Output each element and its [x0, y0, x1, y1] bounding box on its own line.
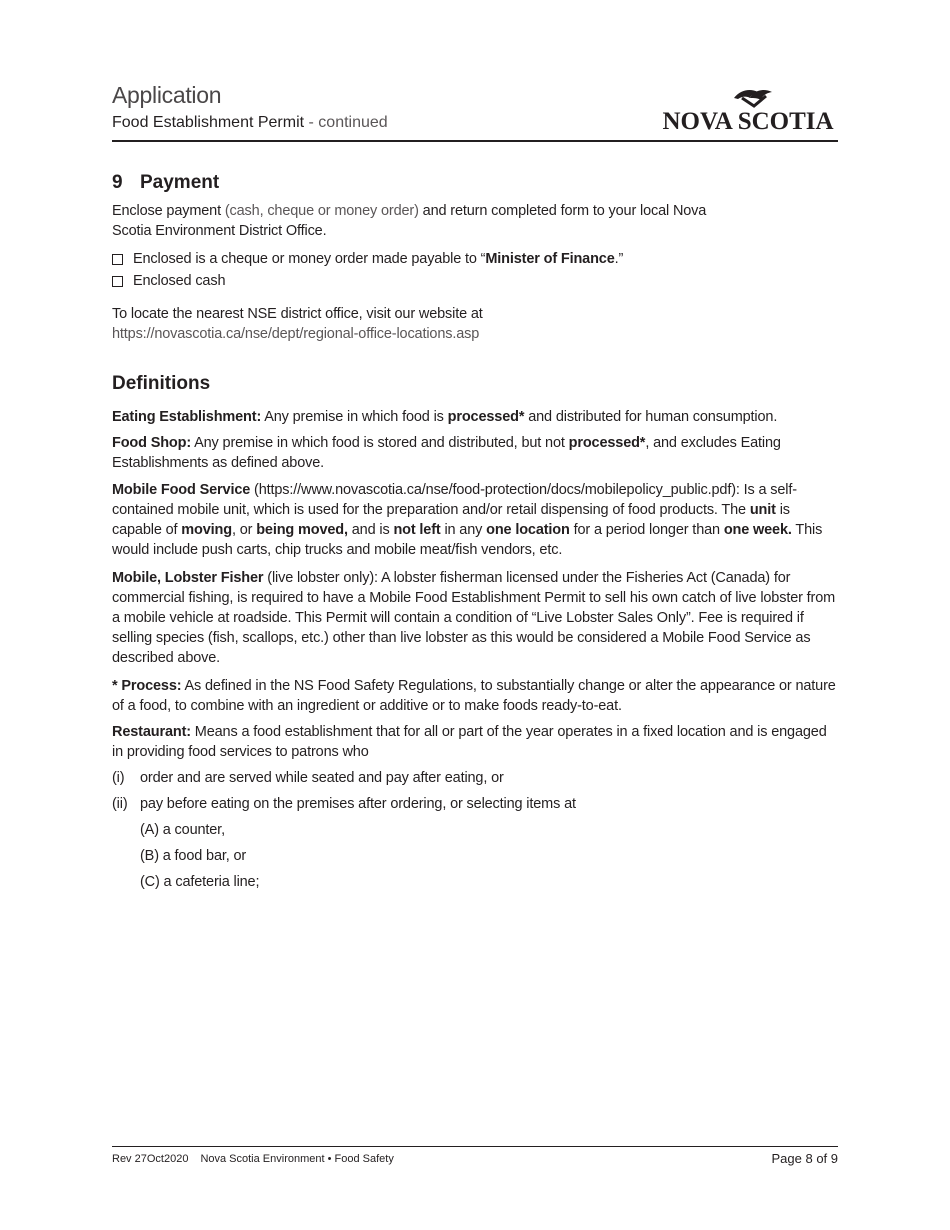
list-marker: (i): [112, 770, 125, 786]
office-locations-link[interactable]: https://novascotia.ca/nse/dept/regional-office-locations.asp: [112, 326, 480, 342]
checkbox-cheque[interactable]: [112, 254, 123, 265]
list-text: pay before eating on the premises after ordering, or selecting items at: [140, 796, 576, 812]
subtitle-text: Food Establishment Permit: [112, 114, 305, 131]
payment-text-c: and return completed form to your local Nova Scotia Environment District Office.: [112, 203, 707, 239]
payment-text-a: Enclose payment: [112, 203, 225, 219]
text: and distributed for human consumption.: [524, 409, 778, 425]
emphasis: processed*: [447, 409, 525, 425]
option1-payee: Minister of Finance: [485, 251, 615, 267]
term: Eating Establishment:: [112, 409, 262, 425]
option-cheque-label: [133, 249, 623, 269]
option1-text-c: .”: [614, 251, 624, 267]
list-item: [112, 794, 576, 814]
definition-food-shop: [112, 433, 838, 473]
footer-left: [112, 1153, 394, 1165]
payment-text-b: (cash, cheque or money order): [224, 203, 419, 219]
emphasis: moving: [181, 522, 232, 538]
header-rule: [112, 140, 838, 142]
text: and is: [347, 522, 394, 538]
term: * Process:: [112, 678, 182, 694]
footer-org: Nova Scotia Environment • Food Safety: [200, 1153, 394, 1165]
term: Food Shop:: [112, 435, 192, 451]
emphasis: one week.: [723, 522, 792, 538]
subtitle-suffix: - continued: [304, 114, 388, 131]
payment-option-cheque[interactable]: [112, 249, 623, 269]
emphasis: one location: [486, 522, 570, 538]
sub-list-item: (B) a food bar, or: [140, 848, 247, 864]
definition-mobile-lobster-fisher: [112, 568, 838, 668]
emphasis: not left: [393, 522, 441, 538]
revision: Rev 27Oct2020: [112, 1153, 189, 1165]
document-title: Application: [112, 82, 222, 108]
flag-lion-emblem: [734, 90, 772, 106]
text: (live lobster only): A lobster fisherman licensed under the Fisheries Act (Canada) for commercial fishing, is required to have a Mobile Food Establishment Permit to sell his own catch of live lobster from a mobile vehicle at roadside. This Permit will contain a condition of “Live Lobster Sales Only”. Fee is required if selling species (fish, scallops, etc.) other than live lobster as this would be considered a Mobile Food Service as described above.: [112, 570, 836, 666]
text: in any: [440, 522, 487, 538]
text: Any premise in which food is stored and distributed, but not: [191, 435, 569, 451]
term: Mobile, Lobster Fisher: [112, 570, 264, 586]
section-number: 9: [112, 172, 123, 193]
page-number: Page 8 of 9: [771, 1151, 838, 1166]
list-item: [112, 768, 504, 788]
option1-text-a: Enclosed is a cheque or money order made payable to “: [133, 251, 486, 267]
text: As defined in the NS Food Safety Regulations, to substantially change or alter the appearance or nature of a food, to combine with an ingredient or additive or to make foods ready-to-eat.: [112, 678, 836, 714]
term: Mobile Food Service: [112, 482, 251, 498]
text: Any premise in which food is: [261, 409, 448, 425]
text: Means a food establishment that for all or part of the year operates in a fixed location and is engaged in providing food services to patrons who: [112, 724, 827, 760]
document-subtitle: [112, 114, 388, 132]
sub-list-item: (C) a cafeteria line;: [140, 874, 260, 890]
text: This would include push carts, chip trucks and mobile meat/fish vendors, etc.: [112, 522, 823, 558]
term: Restaurant:: [112, 724, 191, 740]
sub-list-item: (A) a counter,: [140, 822, 225, 838]
list-marker: (ii): [112, 796, 128, 812]
option-cash-label: Enclosed cash: [133, 273, 226, 289]
definition-process: [112, 676, 838, 716]
section-heading-payment: [112, 172, 219, 194]
office-locator: [112, 304, 483, 344]
nova-scotia-logo: [658, 84, 838, 134]
payment-option-cash[interactable]: [112, 271, 225, 291]
payment-instructions: [112, 201, 732, 241]
definition-eating-establishment: [112, 407, 838, 427]
checkbox-cash[interactable]: [112, 276, 123, 287]
definition-restaurant: [112, 722, 838, 762]
definition-mobile-food-service: [112, 480, 838, 560]
text: , or: [231, 522, 257, 538]
logo-text: NOVA SCOTIA: [662, 108, 834, 134]
locate-text: To locate the nearest NSE district office, visit our website at: [112, 306, 483, 322]
section-title: Payment: [140, 172, 220, 193]
emphasis: unit: [749, 502, 776, 518]
emphasis: processed*: [568, 435, 646, 451]
footer-rule: [112, 1146, 838, 1147]
emphasis: being moved,: [256, 522, 348, 538]
definitions-heading: Definitions: [112, 373, 211, 394]
text: is capable of: [112, 502, 790, 538]
text: (https://www.novascotia.ca/nse/food-protection/docs/mobilepolicy_public.pdf): Is a self-contained mobile unit, which is used for the preparation and/or retail dispensing of food products. The: [112, 482, 797, 518]
text: for a period longer than: [569, 522, 724, 538]
text: , and excludes Eating Establishments as defined above.: [112, 435, 781, 471]
list-text: order and are served while seated and pay after eating, or: [140, 770, 504, 786]
